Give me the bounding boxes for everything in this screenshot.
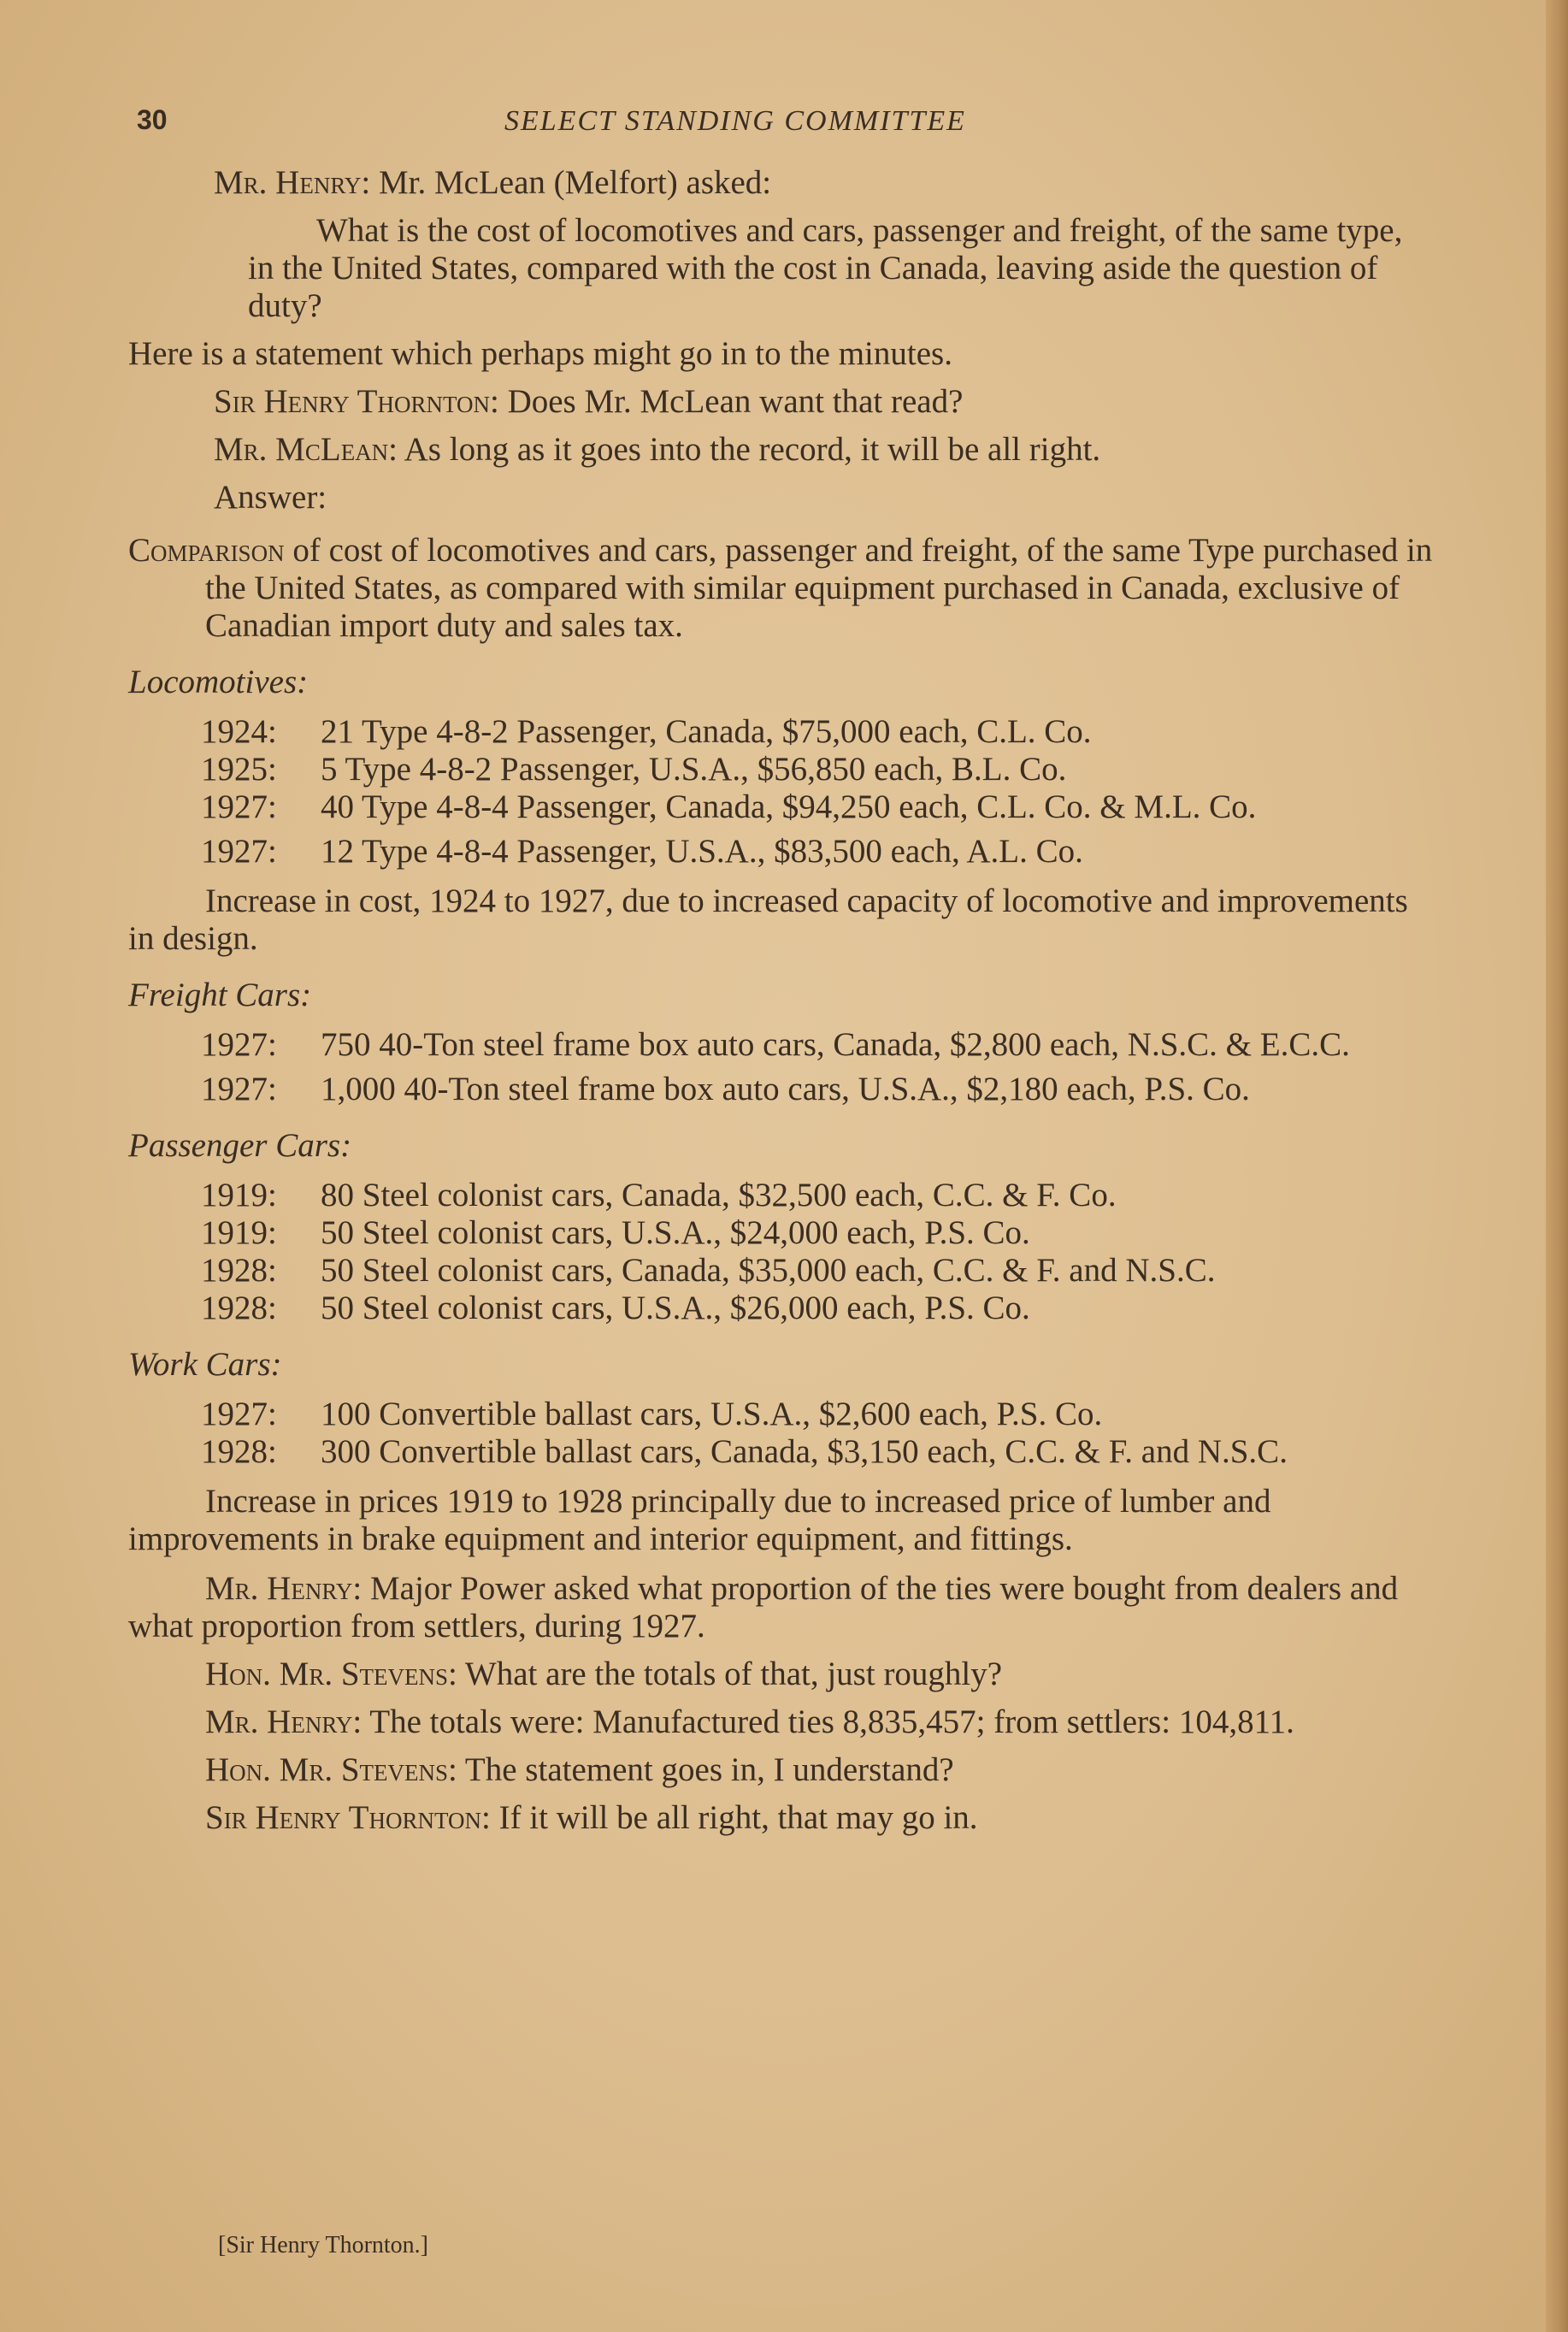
closing-speech <box>128 1656 1436 1693</box>
page-edge <box>1546 0 1568 2332</box>
locomotive-note: Increase in cost, 1924 to 1927, due to increased capacity of locomotive and improvements in design. <box>128 883 1408 957</box>
entry-desc: 50 Steel colonist cars, U.S.A., $26,000 each, P.S. Co. <box>321 1290 1030 1326</box>
speech-text: If it will be all right, that may go in. <box>498 1799 978 1836</box>
entry-desc: 5 Type 4-8-2 Passenger, U.S.A., $56,850 each, B.L. Co. <box>321 751 1067 788</box>
comparison-lead: Comparison <box>128 532 285 569</box>
quoted-question <box>120 212 1436 325</box>
freight-list <box>201 1026 1436 1108</box>
entry-desc: 1,000 40-Ton steel frame box auto cars, U.S.A., $2,180 each, P.S. Co. <box>321 1071 1250 1107</box>
work-list <box>201 1396 1436 1471</box>
entry-desc: 12 Type 4-8-4 Passenger, U.S.A., $83,500 each, A.L. Co. <box>321 833 1083 870</box>
entry-year: 1928: <box>201 1252 277 1289</box>
speech-text: As long as it goes into the record, it will be all right. <box>404 431 1101 468</box>
question-text: What is the cost of locomotives and cars, passenger and freight, of the same type, in the United States, compared with the cost in Canada, leaving aside the question of duty? <box>248 212 1403 324</box>
entry-year: 1924: <box>201 713 277 750</box>
work-note: Increase in prices 1919 to 1928 principally due to increased price of lumber and improvements in brake equipment and interior equipment, and fittings. <box>128 1483 1271 1557</box>
entry-year: 1928: <box>201 1290 277 1326</box>
list-item <box>201 1214 1436 1252</box>
list-item <box>201 833 1436 871</box>
list-item <box>201 713 1436 751</box>
list-item <box>201 1252 1436 1290</box>
speech-text: The statement goes in, I understand? <box>464 1751 954 1788</box>
entry-desc: 50 Steel colonist cars, U.S.A., $24,000 each, P.S. Co. <box>321 1214 1030 1251</box>
speaker-label: Hon. Mr. Stevens: <box>205 1751 457 1788</box>
speech-mclean <box>120 431 1436 469</box>
speaker-label: Sir Henry Thornton: <box>205 1799 491 1836</box>
speech-text: The totals were: Manufactured ties 8,835,457; from settlers: 104,811. <box>369 1703 1294 1740</box>
list-item <box>201 1433 1436 1471</box>
entry-desc: 300 Convertible ballast cars, Canada, $3,150 each, C.C. & F. and N.S.C. <box>321 1433 1288 1470</box>
entry-year: 1925: <box>201 751 277 788</box>
page-content <box>120 94 1436 1847</box>
speaker-label: Hon. Mr. Stevens: <box>205 1656 457 1692</box>
list-item <box>201 1177 1436 1214</box>
speech-text: Does Mr. McLean want that read? <box>507 383 964 420</box>
comparison-text: of cost of locomotives and cars, passenger and freight, of the same Type purchased in the United States, as compared with similar equipment purchased in Canada, exclusive of Canadian import duty and sales tax. <box>205 532 1433 644</box>
list-item <box>201 1026 1436 1064</box>
section-locomotives: Locomotives: <box>128 664 309 700</box>
speaker-label: Mr. McLean: <box>214 431 398 468</box>
section-work: Work Cars: <box>128 1346 282 1383</box>
list-item <box>201 751 1436 788</box>
comparison-heading <box>128 532 1436 645</box>
speech-text: Mr. McLean (Melfort) asked: <box>378 164 772 201</box>
entry-desc: 100 Convertible ballast cars, U.S.A., $2,600 each, P.S. Co. <box>321 1396 1103 1432</box>
locomotive-list <box>201 713 1436 871</box>
entry-year: 1927: <box>201 1026 277 1063</box>
list-item <box>201 1290 1436 1327</box>
statement-line: Here is a statement which perhaps might go in to the minutes. <box>128 335 952 372</box>
entry-desc: 750 40-Ton steel frame box auto cars, Canada, $2,800 each, N.S.C. & E.C.C. <box>321 1026 1350 1063</box>
entry-desc: 80 Steel colonist cars, Canada, $32,500 each, C.C. & F. Co. <box>321 1177 1117 1213</box>
entry-year: 1919: <box>201 1177 277 1213</box>
section-freight: Freight Cars: <box>128 977 312 1013</box>
list-item <box>201 1071 1436 1108</box>
list-item <box>201 788 1436 826</box>
speech-text: Major Power asked what proportion of the ties were bought from dealers and what proportion from settlers, during 1927. <box>128 1570 1399 1644</box>
entry-year: 1919: <box>201 1214 277 1251</box>
speaker-label: Mr. Henry: <box>214 164 371 201</box>
closing-speech <box>128 1570 1436 1645</box>
closing-speech <box>128 1799 1436 1837</box>
speech-thornton-1 <box>120 383 1436 421</box>
answer-label: Answer: <box>214 479 327 516</box>
entry-year: 1928: <box>201 1433 277 1470</box>
entry-year: 1927: <box>201 788 277 825</box>
entry-year: 1927: <box>201 1396 277 1432</box>
section-passenger: Passenger Cars: <box>128 1127 352 1164</box>
entry-year: 1927: <box>201 833 277 870</box>
speaker-label: Mr. Henry: <box>205 1570 363 1607</box>
speech-text: What are the totals of that, just roughly? <box>464 1656 1003 1692</box>
speaker-label: Mr. Henry: <box>205 1703 363 1740</box>
entry-year: 1927: <box>201 1071 277 1107</box>
closing-speech <box>128 1751 1436 1789</box>
footer-signature: [Sir Henry Thornton.] <box>218 2232 428 2258</box>
page-number: 30 <box>137 104 168 135</box>
closing-speech <box>128 1703 1436 1741</box>
entry-desc: 50 Steel colonist cars, Canada, $35,000 each, C.C. & F. and N.S.C. <box>321 1252 1216 1289</box>
page-header <box>120 94 1436 142</box>
list-item <box>201 1396 1436 1433</box>
passenger-list <box>201 1177 1436 1327</box>
entry-desc: 21 Type 4-8-2 Passenger, Canada, $75,000 each, C.L. Co. <box>321 713 1092 750</box>
entry-desc: 40 Type 4-8-4 Passenger, Canada, $94,250 each, C.L. Co. & M.L. Co. <box>321 788 1257 825</box>
speaker-label: Sir Henry Thornton: <box>214 383 499 420</box>
running-head: SELECT STANDING COMMITTEE <box>504 105 966 137</box>
speech-henry-1 <box>120 164 1436 202</box>
